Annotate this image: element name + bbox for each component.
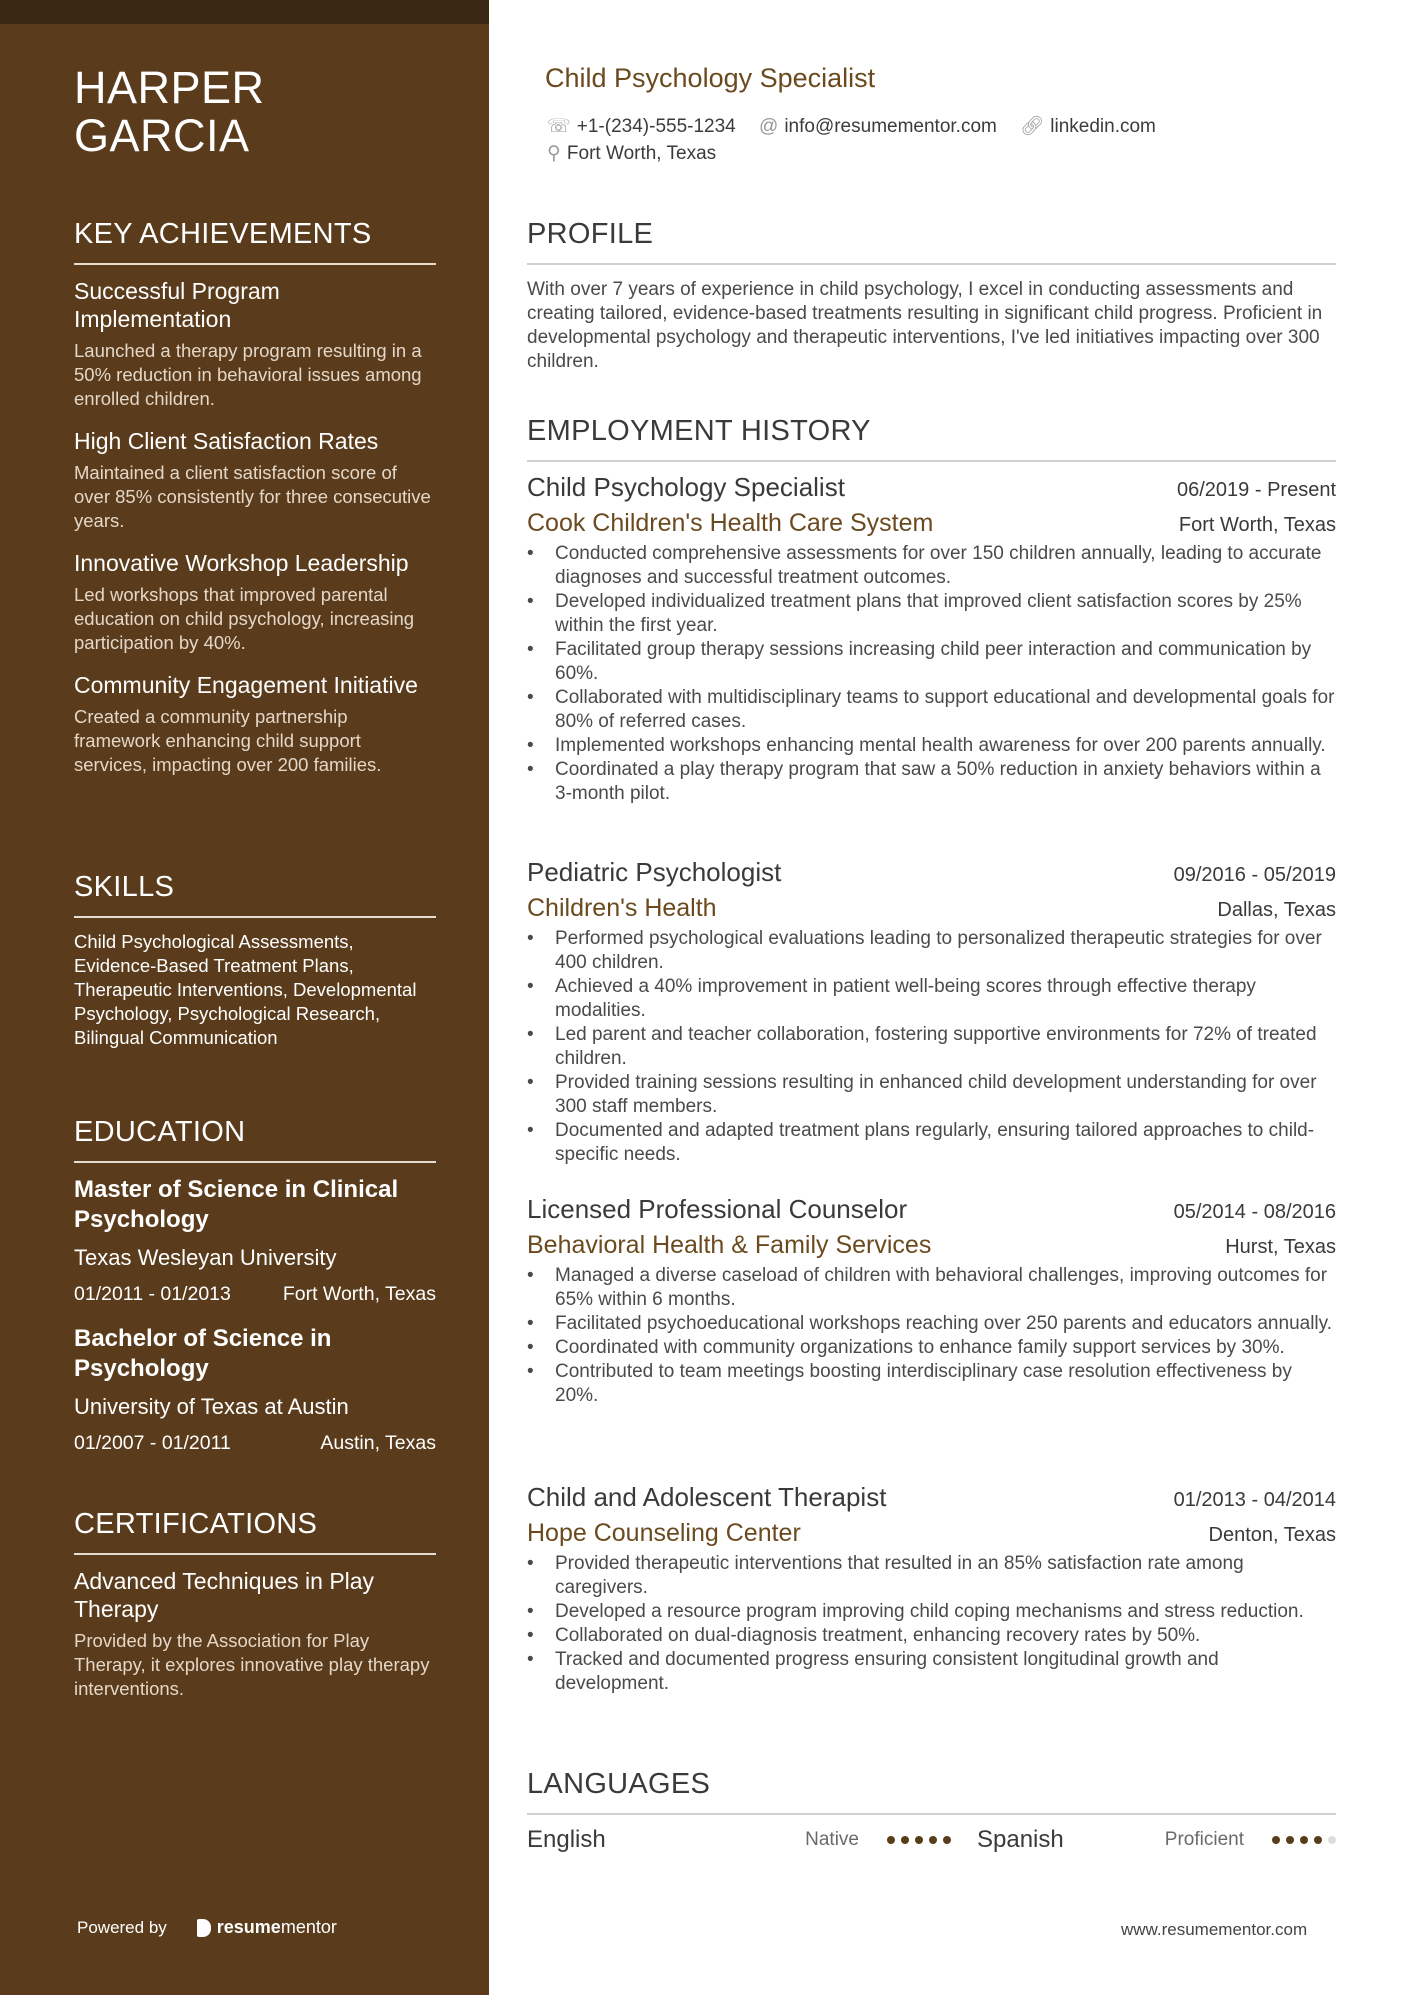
candidate-name [74,64,265,160]
job-dates: 01/2013 - 04/2014 [1173,1489,1336,1511]
job-bullet: • Managed a diverse caseload of children with behavioral challenges, improving outcomes for 65% within 6 months. [527,1264,1336,1312]
job-location: Dallas, Texas [1217,899,1336,921]
certification-item [74,1567,436,1701]
profile-heading: PROFILE [527,218,1336,265]
job-entry [527,1194,1336,1408]
job-bullet: • Collaborated on dual-diagnosis treatment, enhancing recovery rates by 50%. [527,1624,1336,1648]
achievement-item [74,549,436,655]
language-rating [1272,1836,1336,1844]
job-company: Hope Counseling Center [527,1519,801,1547]
brand-light: mentor [280,1917,337,1937]
certifications-section [74,1508,436,1717]
achievement-title: High Client Satisfaction Rates [74,428,379,454]
skills-section [74,871,436,1050]
rating-dot-filled [943,1836,951,1844]
contact-phone[interactable] [547,113,736,140]
language-name: English [527,1826,606,1853]
phone-icon: ☏ [547,116,571,137]
job-company: Behavioral Health & Family Services [527,1231,932,1259]
language-name: Spanish [977,1826,1064,1853]
job-location: Hurst, Texas [1225,1236,1336,1258]
education-heading: EDUCATION [74,1116,436,1163]
job-bullets [527,927,1336,1167]
job-dates: 05/2014 - 08/2016 [1173,1201,1336,1223]
footer-website[interactable]: www.resumementor.com [1121,1920,1308,1939]
job-dates: 09/2016 - 05/2019 [1173,864,1336,886]
certification-title: Advanced Techniques in Play Therapy [74,1568,375,1622]
job-bullet: • Provided therapeutic interventions that resulted in an 85% satisfaction rate among caregivers. [527,1552,1336,1600]
skills-list: Child Psychological Assessments, Evidence-Based Treatment Plans, Therapeutic Interventions, Developmental Psychology, Psychological Research, Bilingual Communication [74,931,417,1048]
edu-location: Austin, Texas [320,1432,436,1454]
job-role: Child and Adolescent Therapist [527,1482,887,1512]
edu-degree: Master of Science in Clinical Psychology [74,1176,399,1233]
education-section [74,1116,436,1473]
achievements-heading: KEY ACHIEVEMENTS [74,218,436,265]
achievement-item [74,671,436,777]
job-bullet: • Coordinated with community organizations to enhance family support services by 30%. [527,1336,1336,1360]
skills-heading: SKILLS [74,871,436,918]
at-sign-icon: @ [759,116,779,137]
job-bullet: • Developed a resource program improving child coping mechanisms and stress reduction. [527,1600,1336,1624]
rating-dot-filled [901,1836,909,1844]
achievement-title: Community Engagement Initiative [74,672,418,698]
education-item [74,1324,436,1455]
education-item [74,1175,436,1306]
rating-dot-filled [1272,1836,1280,1844]
contact-linkedin[interactable] [1020,113,1156,140]
achievements-section [74,218,436,793]
contact-location [547,140,716,167]
email-text: info@resumementor.com [784,116,997,137]
job-entry [527,857,1336,1167]
achievement-title: Successful Program Implementation [74,278,280,332]
job-bullets [527,542,1336,806]
achievement-desc: Led workshops that improved parental education on child psychology, increasing participation by 40%. [74,584,415,653]
job-bullet: • Performed psychological evaluations leading to personalized therapeutic strategies for over 400 children. [527,927,1336,975]
edu-dates: 01/2007 - 01/2011 [74,1432,231,1454]
language-rating [887,1836,951,1844]
languages-heading: LANGUAGES [527,1768,1336,1815]
powered-by-footer [77,1917,337,1938]
certifications-heading: CERTIFICATIONS [74,1508,436,1555]
profile-summary: With over 7 years of experience in child psychology, I excel in conducting assessments and creating tailored, evidence-based treatments resulting in significant child progress. Proficient in developmental psychology and therapeutic interventions, I've led initiatives impacting over 300 children. [527,279,1323,372]
edu-location: Fort Worth, Texas [282,1283,436,1305]
job-entry [527,472,1336,806]
job-company: Cook Children's Health Care System [527,509,934,537]
job-location: Fort Worth, Texas [1178,514,1336,536]
phone-text: +1-(234)-555-1234 [576,116,736,137]
language-item [951,1826,1336,1854]
headline-title: Child Psychology Specialist [545,63,876,93]
rating-dot-filled [1286,1836,1294,1844]
edu-school: Texas Wesleyan University [74,1245,337,1270]
job-bullet: • Achieved a 40% improvement in patient well-being scores through effective therapy modalities. [527,975,1336,1023]
job-bullet: • Documented and adapted treatment plans regularly, ensuring tailored approaches to child-specific needs. [527,1119,1336,1167]
achievement-title: Innovative Workshop Leadership [74,550,409,576]
job-bullet: • Collaborated with multidisciplinary teams to support educational and developmental goals for 80% of referred cases. [527,686,1336,734]
achievement-desc: Maintained a client satisfaction score of over 85% consistently for three consecutive years. [74,462,431,531]
brand-bold: resume [216,1917,281,1937]
powered-by-label: Powered by [77,1917,167,1937]
language-item [527,1826,951,1854]
job-role: Licensed Professional Counselor [527,1194,908,1224]
job-bullet: • Facilitated group therapy sessions increasing child peer interaction and communication by 60%. [527,638,1336,686]
job-dates: 06/2019 - Present [1177,479,1336,501]
brand-name[interactable] [217,1917,337,1938]
job-bullet: • Coordinated a play therapy program that saw a 50% reduction in anxiety behaviors within a 3-month pilot. [527,758,1336,806]
job-role: Child Psychology Specialist [527,472,845,502]
achievement-item [74,427,436,533]
job-bullet: • Contributed to team meetings boosting interdisciplinary case resolution effectiveness by 20%. [527,1360,1336,1408]
certification-desc: Provided by the Association for Play Therapy, it explores innovative play therapy interventions. [74,1630,430,1699]
job-bullet: • Conducted comprehensive assessments for over 150 children annually, leading to accurate diagnoses and successful treatment outcomes. [527,542,1336,590]
language-level: Native [805,1829,859,1850]
link-icon: 🔗︎ [1020,116,1045,137]
achievement-item [74,277,436,411]
employment-heading: EMPLOYMENT HISTORY [527,415,1336,462]
achievement-desc: Launched a therapy program resulting in a 50% reduction in behavioral issues among enrolled children. [74,340,422,409]
edu-degree: Bachelor of Science in Psychology [74,1325,332,1382]
contact-email[interactable] [759,113,997,140]
location-pin-icon: ⚲ [547,143,561,164]
name-first: HARPER [74,62,265,113]
job-bullet: • Provided training sessions resulting in enhanced child development understanding for over 300 staff members. [527,1071,1336,1119]
contact-block [547,113,1174,167]
job-entry [527,1482,1336,1696]
job-company: Children's Health [527,894,717,922]
resumementor-logo-icon [197,1919,211,1937]
achievement-desc: Created a community partnership framework enhancing child support services, impacting over 200 families. [74,706,382,775]
job-bullet: • Implemented workshops enhancing mental health awareness for over 200 parents annually. [527,734,1336,758]
job-bullets [527,1552,1336,1696]
languages-row [527,1826,1336,1854]
edu-dates: 01/2011 - 01/2013 [74,1283,231,1305]
location-text: Fort Worth, Texas [566,143,717,164]
rating-dot-empty [1328,1836,1336,1844]
job-role: Pediatric Psychologist [527,857,782,887]
rating-dot-filled [887,1836,895,1844]
rating-dot-filled [915,1836,923,1844]
rating-dot-filled [1314,1836,1322,1844]
rating-dot-filled [1300,1836,1308,1844]
job-bullet: • Tracked and documented progress ensuring consistent longitudinal growth and development. [527,1648,1336,1696]
job-bullet: • Developed individualized treatment plans that improved client satisfaction scores by 25% within the first year. [527,590,1336,638]
job-bullet: • Led parent and teacher collaboration, fostering supportive environments for 72% of treated children. [527,1023,1336,1071]
edu-school: University of Texas at Austin [74,1394,349,1419]
job-bullets [527,1264,1336,1408]
rating-dot-filled [929,1836,937,1844]
linkedin-text: linkedin.com [1050,116,1156,137]
language-level: Proficient [1164,1829,1244,1850]
name-last: GARCIA [74,110,250,161]
job-location: Denton, Texas [1208,1524,1336,1546]
job-bullet: • Facilitated psychoeducational workshops reaching over 250 parents and educators annually. [527,1312,1336,1336]
sidebar-top-band [0,0,489,24]
sidebar [0,0,489,1995]
